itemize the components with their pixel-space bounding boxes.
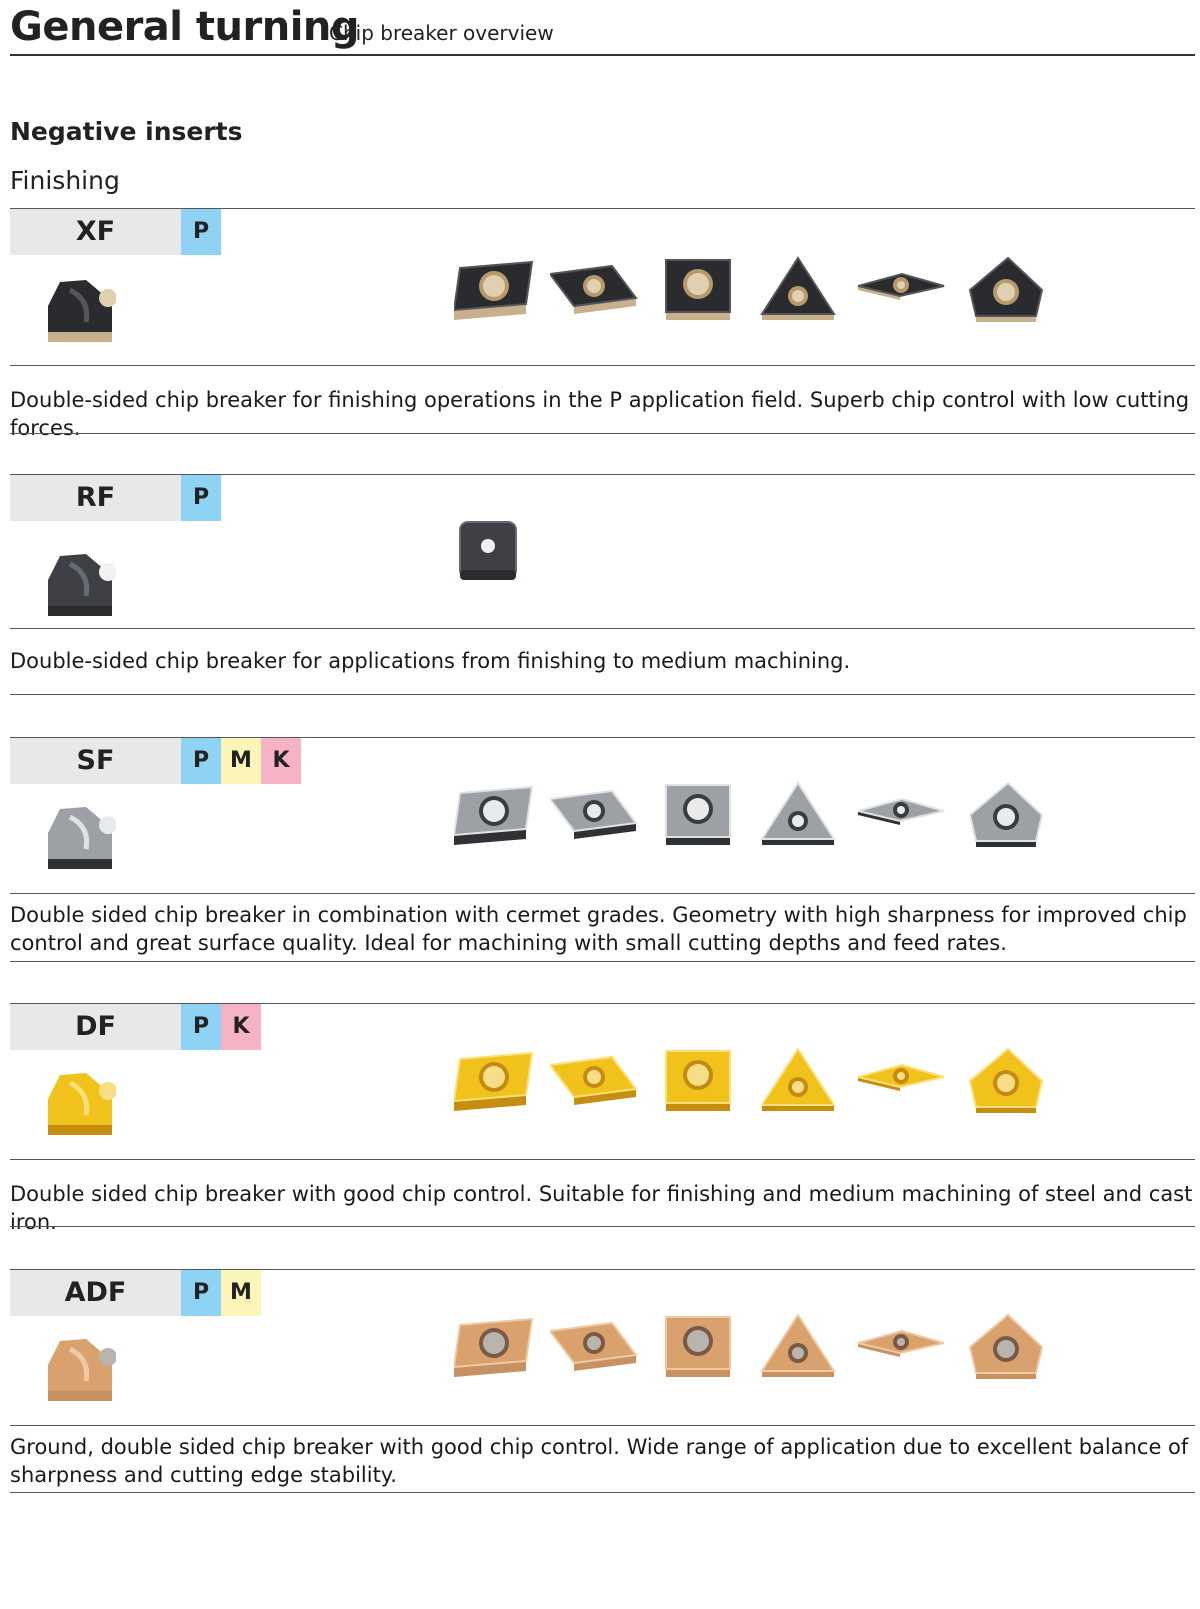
insert-image — [454, 1047, 544, 1127]
bottom-rule — [10, 1492, 1195, 1493]
bottom-rule — [10, 433, 1195, 434]
insert-image — [968, 256, 1058, 336]
insert-icon — [664, 256, 754, 336]
insert-image — [664, 781, 754, 861]
insert-icon — [454, 256, 544, 336]
application-badges — [181, 209, 221, 255]
breaker-description: Ground, double sided chip breaker with good chip control. Wide range of application due to excellent balance of sharpness and cutting edge stability. — [10, 1435, 1189, 1487]
breaker-code: SF — [10, 738, 181, 784]
application-badges — [181, 1270, 261, 1316]
middle-rule — [10, 365, 1195, 366]
insert-image — [550, 1047, 640, 1127]
insert-icon — [968, 256, 1058, 336]
breaker-code: DF — [10, 1004, 181, 1050]
bottom-rule — [10, 1226, 1195, 1227]
breaker-description: Double-sided chip breaker for applications from finishing to medium machining. — [10, 649, 851, 673]
insert-image — [664, 1047, 754, 1127]
breaker-description: Double-sided chip breaker for finishing operations in the P application field. Superb chip control with low cutting forces. — [10, 388, 1190, 440]
insert-image — [760, 1313, 850, 1393]
insert-icon — [454, 781, 544, 861]
insert-images — [454, 1313, 1054, 1393]
chip-breaker-detail-image — [46, 276, 116, 346]
insert-images — [454, 1047, 1054, 1127]
insert-image — [550, 1313, 640, 1393]
chip-breaker-detail-image — [46, 550, 116, 620]
breaker-code: XF — [10, 209, 181, 255]
middle-rule — [10, 893, 1195, 894]
insert-image — [968, 1047, 1058, 1127]
breaker-block-df — [10, 1003, 1195, 1234]
insert-icon — [454, 1313, 544, 1393]
insert-icon — [550, 1047, 640, 1127]
insert-image — [760, 256, 850, 336]
page-title: General turning — [10, 4, 360, 50]
badge-p: P — [181, 209, 221, 255]
breaker-block-sf — [10, 737, 1195, 965]
insert-image — [858, 781, 948, 861]
application-badges — [181, 1004, 261, 1050]
page-subtitle: Chip breaker overview — [329, 21, 554, 45]
bottom-rule — [10, 961, 1195, 962]
insert-images — [454, 781, 1054, 861]
chip-breaker-detail-icon — [46, 550, 116, 620]
insert-icon — [550, 1313, 640, 1393]
badge-p: P — [181, 1004, 221, 1050]
insert-image — [454, 781, 544, 861]
chip-breaker-detail-icon — [46, 803, 116, 873]
insert-icon — [760, 1313, 850, 1393]
insert-image — [858, 256, 948, 336]
insert-image — [968, 1313, 1058, 1393]
insert-images — [454, 516, 1054, 596]
insert-image — [550, 256, 640, 336]
badge-m: M — [221, 738, 261, 784]
insert-icon — [664, 1313, 754, 1393]
breaker-code: RF — [10, 475, 181, 521]
insert-icon — [760, 781, 850, 861]
badge-k: K — [261, 738, 301, 784]
insert-icon — [550, 256, 640, 336]
insert-icon — [550, 781, 640, 861]
insert-icon — [968, 781, 1058, 861]
bottom-rule — [10, 694, 1195, 695]
insert-icon — [968, 1047, 1058, 1127]
subsection-title: Finishing — [10, 166, 120, 195]
insert-icon — [454, 516, 524, 586]
breaker-block-rf — [10, 474, 1195, 698]
breaker-block-adf — [10, 1269, 1195, 1497]
insert-icon — [454, 1047, 544, 1127]
chip-breaker-detail-image — [46, 1069, 116, 1139]
insert-icon — [858, 256, 948, 336]
badge-p: P — [181, 738, 221, 784]
insert-icon — [968, 1313, 1058, 1393]
chip-breaker-detail-image — [46, 803, 116, 873]
insert-icon — [760, 256, 850, 336]
middle-rule — [10, 1159, 1195, 1160]
insert-image — [454, 256, 544, 336]
application-badges — [181, 475, 221, 521]
insert-icon — [664, 1047, 754, 1127]
breaker-block-xf — [10, 208, 1195, 440]
application-badges — [181, 738, 301, 784]
insert-image — [454, 1313, 544, 1393]
insert-icon — [858, 781, 948, 861]
insert-image — [550, 781, 640, 861]
insert-image — [664, 256, 754, 336]
middle-rule — [10, 1425, 1195, 1426]
breaker-description: Double sided chip breaker with good chip control. Suitable for finishing and medium machining of steel and cast iron. — [10, 1182, 1193, 1234]
chip-breaker-detail-icon — [46, 1335, 116, 1405]
insert-image — [968, 781, 1058, 861]
insert-icon — [664, 781, 754, 861]
chip-breaker-detail-icon — [46, 1069, 116, 1139]
insert-icon — [858, 1313, 948, 1393]
section-title: Negative inserts — [10, 117, 243, 146]
insert-image — [858, 1047, 948, 1127]
badge-m: M — [221, 1270, 261, 1316]
page-header — [10, 0, 1195, 56]
insert-image — [858, 1313, 948, 1393]
middle-rule — [10, 628, 1195, 629]
insert-images — [454, 256, 1054, 336]
insert-image — [760, 1047, 850, 1127]
insert-image — [454, 516, 544, 596]
chip-breaker-detail-icon — [46, 276, 116, 346]
insert-image — [664, 1313, 754, 1393]
badge-k: K — [221, 1004, 261, 1050]
insert-icon — [858, 1047, 948, 1127]
chip-breaker-detail-image — [46, 1335, 116, 1405]
insert-image — [760, 781, 850, 861]
breaker-description: Double sided chip breaker in combination with cermet grades. Geometry with high sharpness for improved chip control and great surface quality. Ideal for machining with small cutting depths and feed rates. — [10, 903, 1187, 955]
breaker-code: ADF — [10, 1270, 181, 1316]
insert-icon — [760, 1047, 850, 1127]
badge-p: P — [181, 1270, 221, 1316]
badge-p: P — [181, 475, 221, 521]
